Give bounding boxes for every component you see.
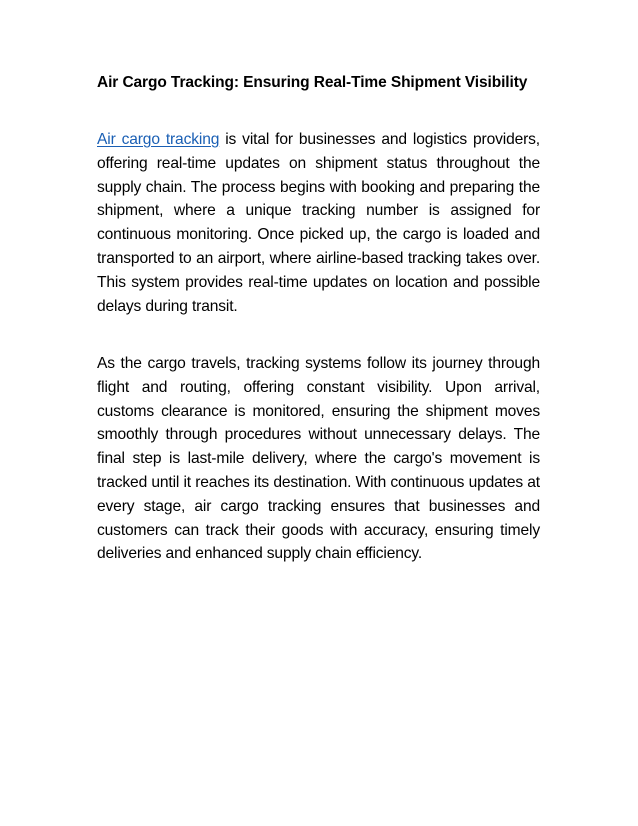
air-cargo-tracking-link[interactable]: Air cargo tracking bbox=[97, 131, 220, 148]
paragraph-intro-text: is vital for businesses and logistics providers, offering real-time updates on shipment status throughout the supply chain. The process begins with booking and preparing the shipment, where a unique tracking number is assigned for continuous monitoring. Once picked up, the cargo is loaded and transported to an airport, where airline-based tracking takes over. This system provides real-time updates on location and possible delays during transit. bbox=[97, 131, 540, 315]
paragraph-journey: As the cargo travels, tracking systems follow its journey through flight and routing, offering constant visibility. Upon arrival, customs clearance is monitored, ensuring the shipment moves smoothly through procedures without unnecessary delays. The final step is last-mile delivery, where the cargo's movement is tracked until it reaches its destination. With continuous updates at every stage, air cargo tracking ensures that businesses and customers can track their goods with accuracy, ensuring timely deliveries and enhanced supply chain efficiency. bbox=[97, 355, 540, 563]
paragraph-intro bbox=[97, 128, 540, 318]
document-title: Air Cargo Tracking: Ensuring Real-Time Shipment Visibility bbox=[97, 74, 528, 91]
